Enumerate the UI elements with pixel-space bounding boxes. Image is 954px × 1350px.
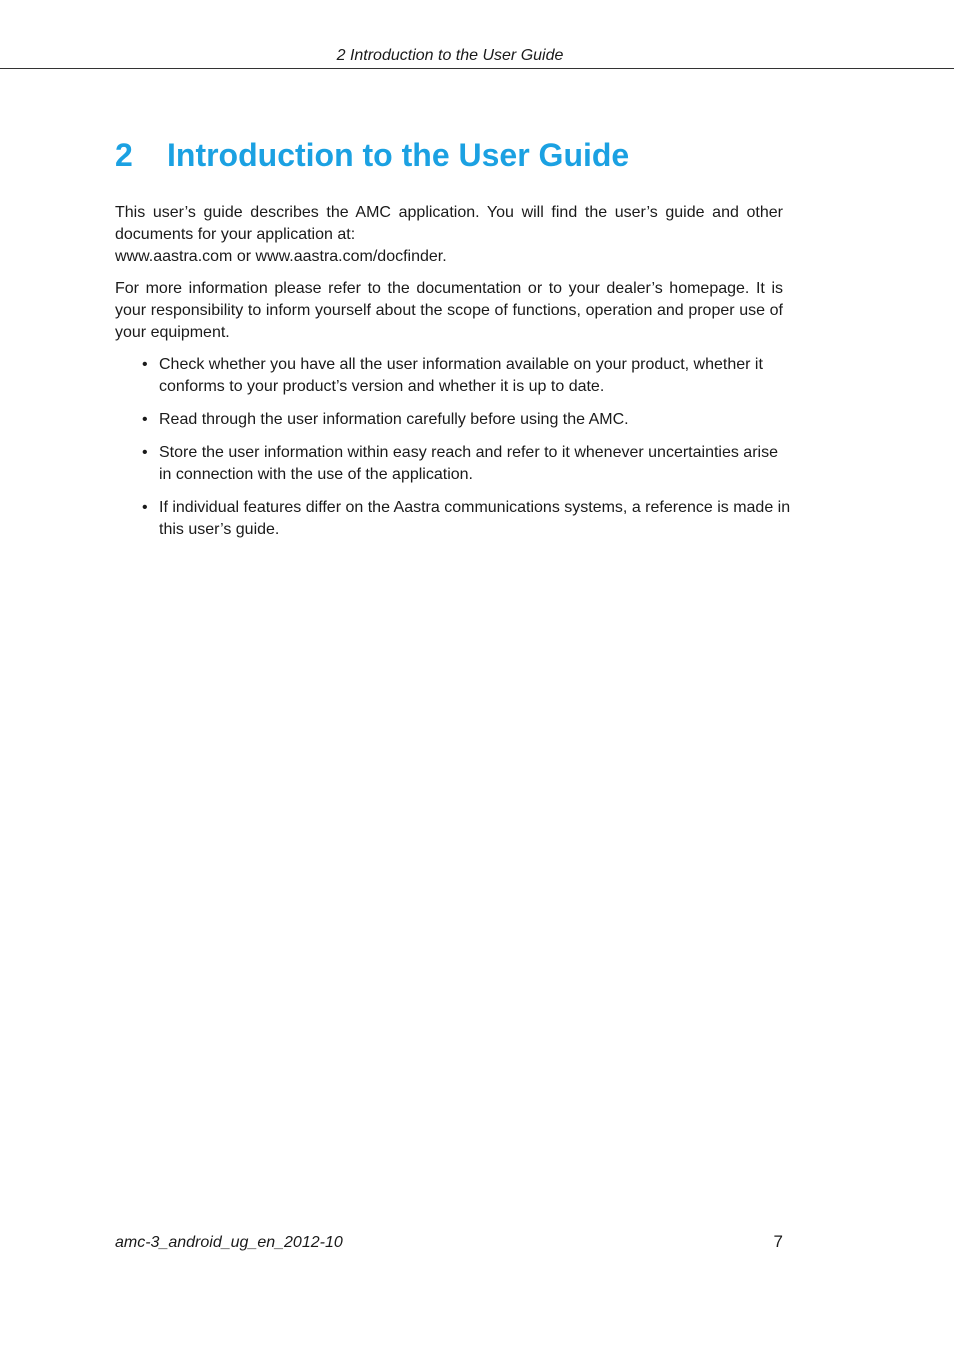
list-item-text: Store the user information within easy reach and refer to it whenever uncertainties arise in connection with the use of the application.: [159, 444, 778, 483]
bullet-icon: •: [142, 499, 148, 516]
chapter-number: 2: [115, 137, 133, 173]
intro-paragraph-text: This user’s guide describes the AMC application. You will find the user’s guide and other documents for your application at:: [115, 204, 783, 243]
chapter-title-text: Introduction to the User Guide: [167, 137, 630, 173]
header-divider: [0, 68, 954, 69]
list-item: [115, 497, 791, 541]
bullet-icon: •: [142, 411, 148, 428]
footer-document-id: amc-3_android_ug_en_2012-10: [115, 1234, 343, 1251]
chapter-title: [115, 134, 629, 176]
page-number: 7: [773, 1232, 783, 1251]
responsibility-paragraph: For more information please refer to the documentation or to your dealer’s homepage. It is your responsibility to inform yourself about the scope of functions, operation and proper use of your equipment.: [115, 280, 783, 341]
list-item: [115, 354, 791, 398]
intro-paragraph: [115, 202, 783, 268]
list-item-text: Check whether you have all the user information available on your product, whether it conforms to your product’s version and whether it is up to date.: [159, 356, 763, 395]
running-header: 2 Introduction to the User Guide: [336, 47, 564, 64]
bullet-icon: •: [142, 444, 148, 461]
list-item-text: If individual features differ on the Aastra communications systems, a reference is made in this user’s guide.: [159, 499, 791, 538]
list-item-text: Read through the user information carefully before using the AMC.: [159, 411, 629, 428]
list-item: [115, 442, 791, 486]
bullet-icon: •: [142, 356, 148, 373]
docs-link-line: www.aastra.com or www.aastra.com/docfinder.: [115, 248, 447, 265]
list-item: [115, 409, 791, 431]
body-content: [115, 202, 791, 552]
bullet-list: [115, 354, 791, 541]
